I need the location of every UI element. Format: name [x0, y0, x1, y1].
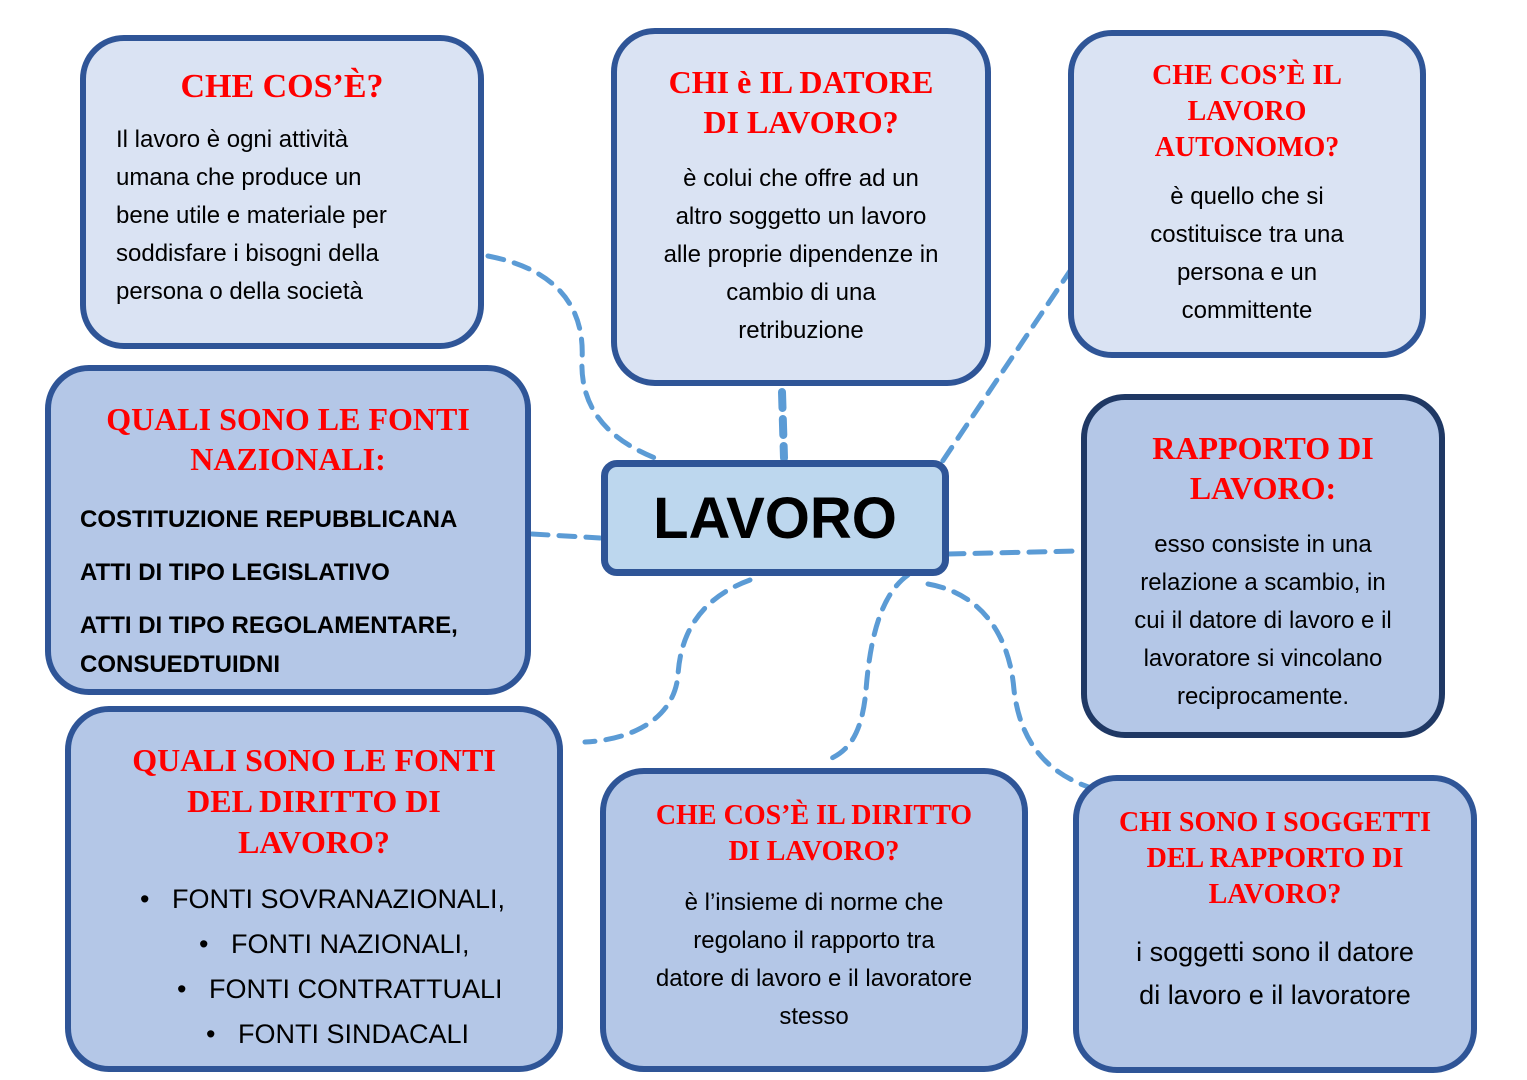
title-line: LAVORO?: [238, 824, 390, 860]
text-line: cui il datore di lavoro e il: [1134, 607, 1392, 634]
connector-fonti-nazionali: [532, 534, 600, 538]
title-line: CHE COS’È IL: [1152, 60, 1342, 91]
title-line: DI LAVORO?: [703, 104, 899, 140]
text-line: committente: [1181, 297, 1313, 324]
text-line: retribuzione: [738, 317, 864, 344]
text-line: umana che produce un: [116, 164, 362, 192]
text-line: è l’insieme di norme che: [684, 889, 944, 916]
text-line: regolano il rapporto tra: [693, 927, 935, 954]
center-node: LAVORO: [601, 460, 949, 576]
text-line: di lavoro e il lavoratore: [1139, 980, 1411, 1010]
box-che-cose-title: CHE COS’È?: [180, 68, 384, 105]
text-line: soddisfare i bisogni della: [116, 240, 379, 268]
box-soggetti: [1073, 775, 1477, 1073]
box-datore-text: [617, 160, 985, 350]
box-fonti-diritto: [65, 706, 563, 1072]
text-line: altro soggetto un lavoro: [675, 203, 927, 230]
text-line: lavoratore si vincolano: [1143, 645, 1383, 672]
box-autonomo-title: [1074, 58, 1420, 166]
title-line: DEL DIRITTO DI: [187, 783, 441, 819]
title-line: DEL RAPPORTO DI: [1146, 843, 1404, 874]
connector-soggetti: [928, 584, 1098, 790]
title-line: DI LAVORO?: [728, 836, 900, 867]
box-diritto-text: [606, 884, 1022, 1036]
text-line: è colui che offre ad un: [683, 165, 919, 192]
box-rapporto-title: [1087, 428, 1439, 508]
connector-rapporto: [948, 551, 1080, 554]
text-line: Il lavoro è ogni attività: [116, 126, 349, 154]
text-line: reciprocamente.: [1176, 683, 1350, 710]
title-line: CHE COS’È IL DIRITTO: [655, 800, 973, 831]
box-fonti-nazionali-items: [51, 493, 525, 691]
title-line: QUALI SONO LE FONTI: [132, 742, 496, 778]
text-line: i soggetti sono il datore: [1136, 937, 1414, 967]
list-item: • FONTI NAZIONALI,: [231, 922, 557, 967]
list-item: • FONTI SINDACALI: [238, 1012, 557, 1057]
list-item: • FONTI SOVRANAZIONALI,: [172, 877, 557, 922]
box-autonomo-text: [1074, 178, 1420, 330]
box-fonti-nazionali-title: [51, 399, 525, 479]
box-diritto: [600, 768, 1028, 1072]
title-line: LAVORO?: [1208, 879, 1342, 910]
text-line: esso consiste in una: [1154, 531, 1372, 558]
connector-datore: [782, 392, 784, 458]
box-rapporto-text: [1087, 526, 1439, 716]
text-line: datore di lavoro e il lavoratore: [655, 965, 973, 992]
box-diritto-title: [606, 798, 1022, 870]
text-line: alle proprie dipendenze in: [663, 241, 939, 268]
box-fonti-nazionali: [45, 365, 531, 695]
title-line: LAVORO:: [1189, 470, 1337, 506]
text-line: relazione a scambio, in: [1140, 569, 1386, 596]
text-line: bene utile e materiale per: [116, 202, 387, 230]
box-che-cose: [80, 35, 484, 349]
text-line: persona e un: [1176, 259, 1318, 286]
connector-diritto: [832, 575, 908, 758]
box-fonti-diritto-title: [71, 740, 557, 863]
text-line: cambio di una: [726, 279, 876, 306]
list-item: ATTI DI TIPO LEGISLATIVO: [80, 559, 390, 586]
title-line: RAPPORTO DI: [1152, 430, 1374, 466]
box-datore: [611, 28, 991, 386]
title-line: AUTONOMO?: [1154, 132, 1340, 163]
title-line: NAZIONALI:: [190, 441, 386, 477]
box-soggetti-title: [1079, 805, 1471, 913]
text-line: stesso: [779, 1003, 849, 1030]
box-datore-title: [617, 62, 985, 142]
box-autonomo: [1068, 30, 1426, 358]
text-line: costituisce tra una: [1150, 221, 1344, 248]
title-line: CHI SONO I SOGGETTI: [1119, 807, 1431, 838]
title-line: QUALI SONO LE FONTI: [106, 401, 470, 437]
box-fonti-diritto-list: [71, 877, 557, 1057]
box-rapporto: [1081, 394, 1445, 738]
text-line: persona o della società: [116, 278, 363, 306]
connector-fonti-diritto: [585, 580, 750, 742]
box-soggetti-text: [1079, 931, 1471, 1017]
list-item: ATTI DI TIPO REGOLAMENTARE,: [80, 612, 458, 639]
title-line: LAVORO: [1187, 96, 1307, 127]
list-item: CONSUEDTUIDNI: [80, 651, 281, 678]
title-line: CHI è IL DATORE: [668, 64, 934, 100]
text-line: è quello che si: [1170, 183, 1324, 210]
list-item: • FONTI CONTRATTUALI: [209, 967, 557, 1012]
box-che-cose-text: [86, 121, 478, 311]
list-item: COSTITUZIONE REPUBBLICANA: [80, 506, 458, 533]
